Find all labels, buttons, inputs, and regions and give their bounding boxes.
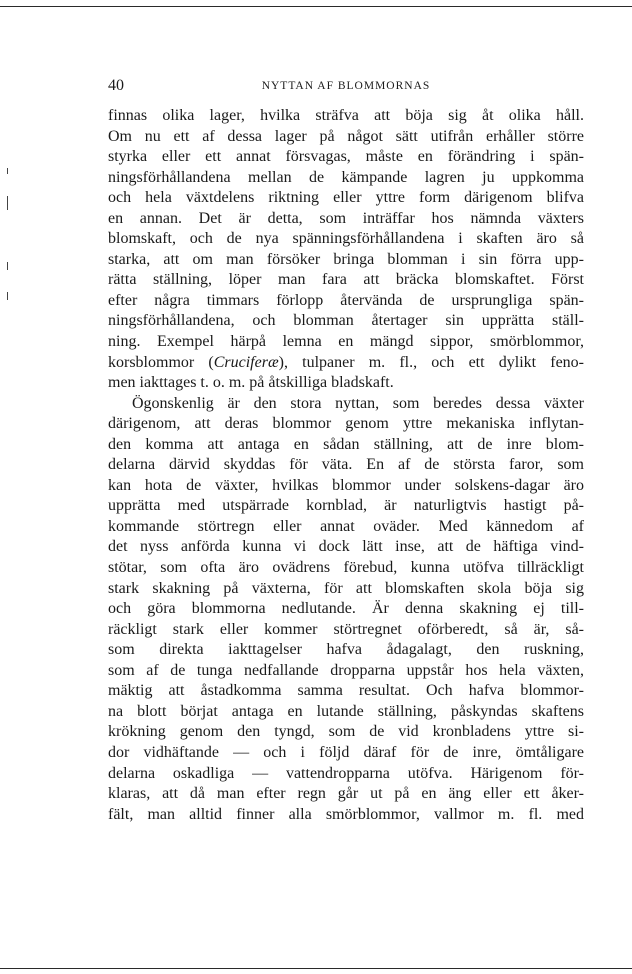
text-line: kan hota de växter, hvilkas blommor under solskens-dagar äro — [108, 476, 584, 494]
text-line: men iakttages t. o. m. på åtskilliga bladskaft. — [108, 374, 394, 392]
text-line: en annan. Det är detta, som inträffar hos nämnda växters — [108, 209, 584, 227]
text-line: stötar, som ofta äro ovädrens förebud, kunna utöfva tillräckligt — [108, 559, 584, 577]
text-line: som af de tunga nedfallande dropparna uppstår hos hela växten, — [108, 661, 584, 679]
margin-mark — [7, 196, 8, 210]
text-line: ning. Exempel härpå lemna en mängd sippor, smörblommor, — [108, 333, 584, 351]
text-line: mäktig att åstadkomma samma resultat. Och hafva blommor- — [108, 682, 584, 700]
text-line: kommande störtregn eller annat oväder. Med kännedom af — [108, 517, 584, 535]
text-line: blomskaft, och de nya spänningsförhållandena i skaften äro så — [108, 230, 584, 248]
running-head — [108, 76, 584, 98]
text-line: och göra blommorna nedlutande. Är denna skakning ej till- — [108, 600, 584, 618]
margin-mark — [7, 262, 8, 270]
text-line: finnas olika lager, hvilka sträfva att böja sig åt olika håll. — [108, 107, 584, 124]
text-line: och hela växtdelens riktning eller yttre form därigenom blifva — [108, 189, 584, 207]
text-line: starka, att om man försöker bringa blomman i sin förra upp- — [108, 250, 584, 268]
text-line: fält, man alltid finner alla smörblommor, vallmor m. fl. med — [108, 805, 584, 823]
page-number: 40 — [108, 77, 124, 94]
text-line: korsblommor (Cruciferæ), tulpaner m. fl., och ett dylikt feno- — [108, 353, 584, 371]
text-line: efter några timmars förlopp återvända de ursprungliga spän- — [108, 291, 584, 309]
text-line: ningsförhållandena, och blomman återtager sin upprätta ställ- — [108, 312, 584, 330]
running-title: NYTTAN AF BLOMMORNAS — [261, 80, 431, 92]
top-border-rule — [0, 6, 632, 7]
text-line: räckligt stark eller kommer störtregnet oförberedt, så är, så- — [108, 620, 584, 638]
text-line: upprätta med utspärrade kornblad, är naturligtvis hastigt på- — [108, 497, 584, 515]
text-line: ningsförhållandena mellan de kämpande lagren ju uppkomma — [108, 168, 584, 186]
text-line: klaras, att då man efter regn går ut på en äng eller ett åker- — [108, 785, 584, 803]
text-line: det nyss anförda kunna vi dock lätt inse, att de häftiga vind- — [108, 538, 584, 556]
text-line: som direkta iakttagelser hafva ådagalagt, den ruskning, — [108, 641, 584, 659]
text-line: stark skakning på växterna, för att blomskaften skola böja sig — [108, 579, 584, 597]
text-line: styrka eller ett annat försvagas, måste en förändring i spän- — [108, 148, 584, 166]
text-line: na blott börjat antaga en lutande ställning, påskyndas skaftens — [108, 702, 584, 720]
text-line: delarna därvid skyddas för väta. En af de största faror, som — [108, 456, 584, 474]
text-line: krökning genom den tyngd, som de vid kronbladens yttre si- — [108, 723, 584, 741]
text-line: delarna oskadliga — vattendropparna utöfva. Härigenom för- — [108, 764, 584, 782]
margin-mark — [7, 168, 8, 174]
text-line: Ögonskenlig är den stora nyttan, som beredes dessa växter — [132, 394, 584, 412]
bottom-border-rule — [0, 968, 632, 969]
text-line: därigenom, att deras blommor genom yttre mekaniska inflytan- — [108, 415, 584, 433]
text-line: rätta ställning, löper man fara att bräcka blomskaftet. Först — [108, 271, 584, 289]
margin-mark — [7, 292, 8, 300]
text-line: Om nu ett af dessa lager på något sätt utifrån erhåller större — [108, 127, 584, 145]
text-line: den komma att antaga en sådan ställning, att de inre blom- — [108, 435, 584, 453]
text-line: dor vidhäftande — och i följd däraf för de inre, ömtåligare — [108, 743, 584, 761]
body-text — [108, 106, 584, 825]
